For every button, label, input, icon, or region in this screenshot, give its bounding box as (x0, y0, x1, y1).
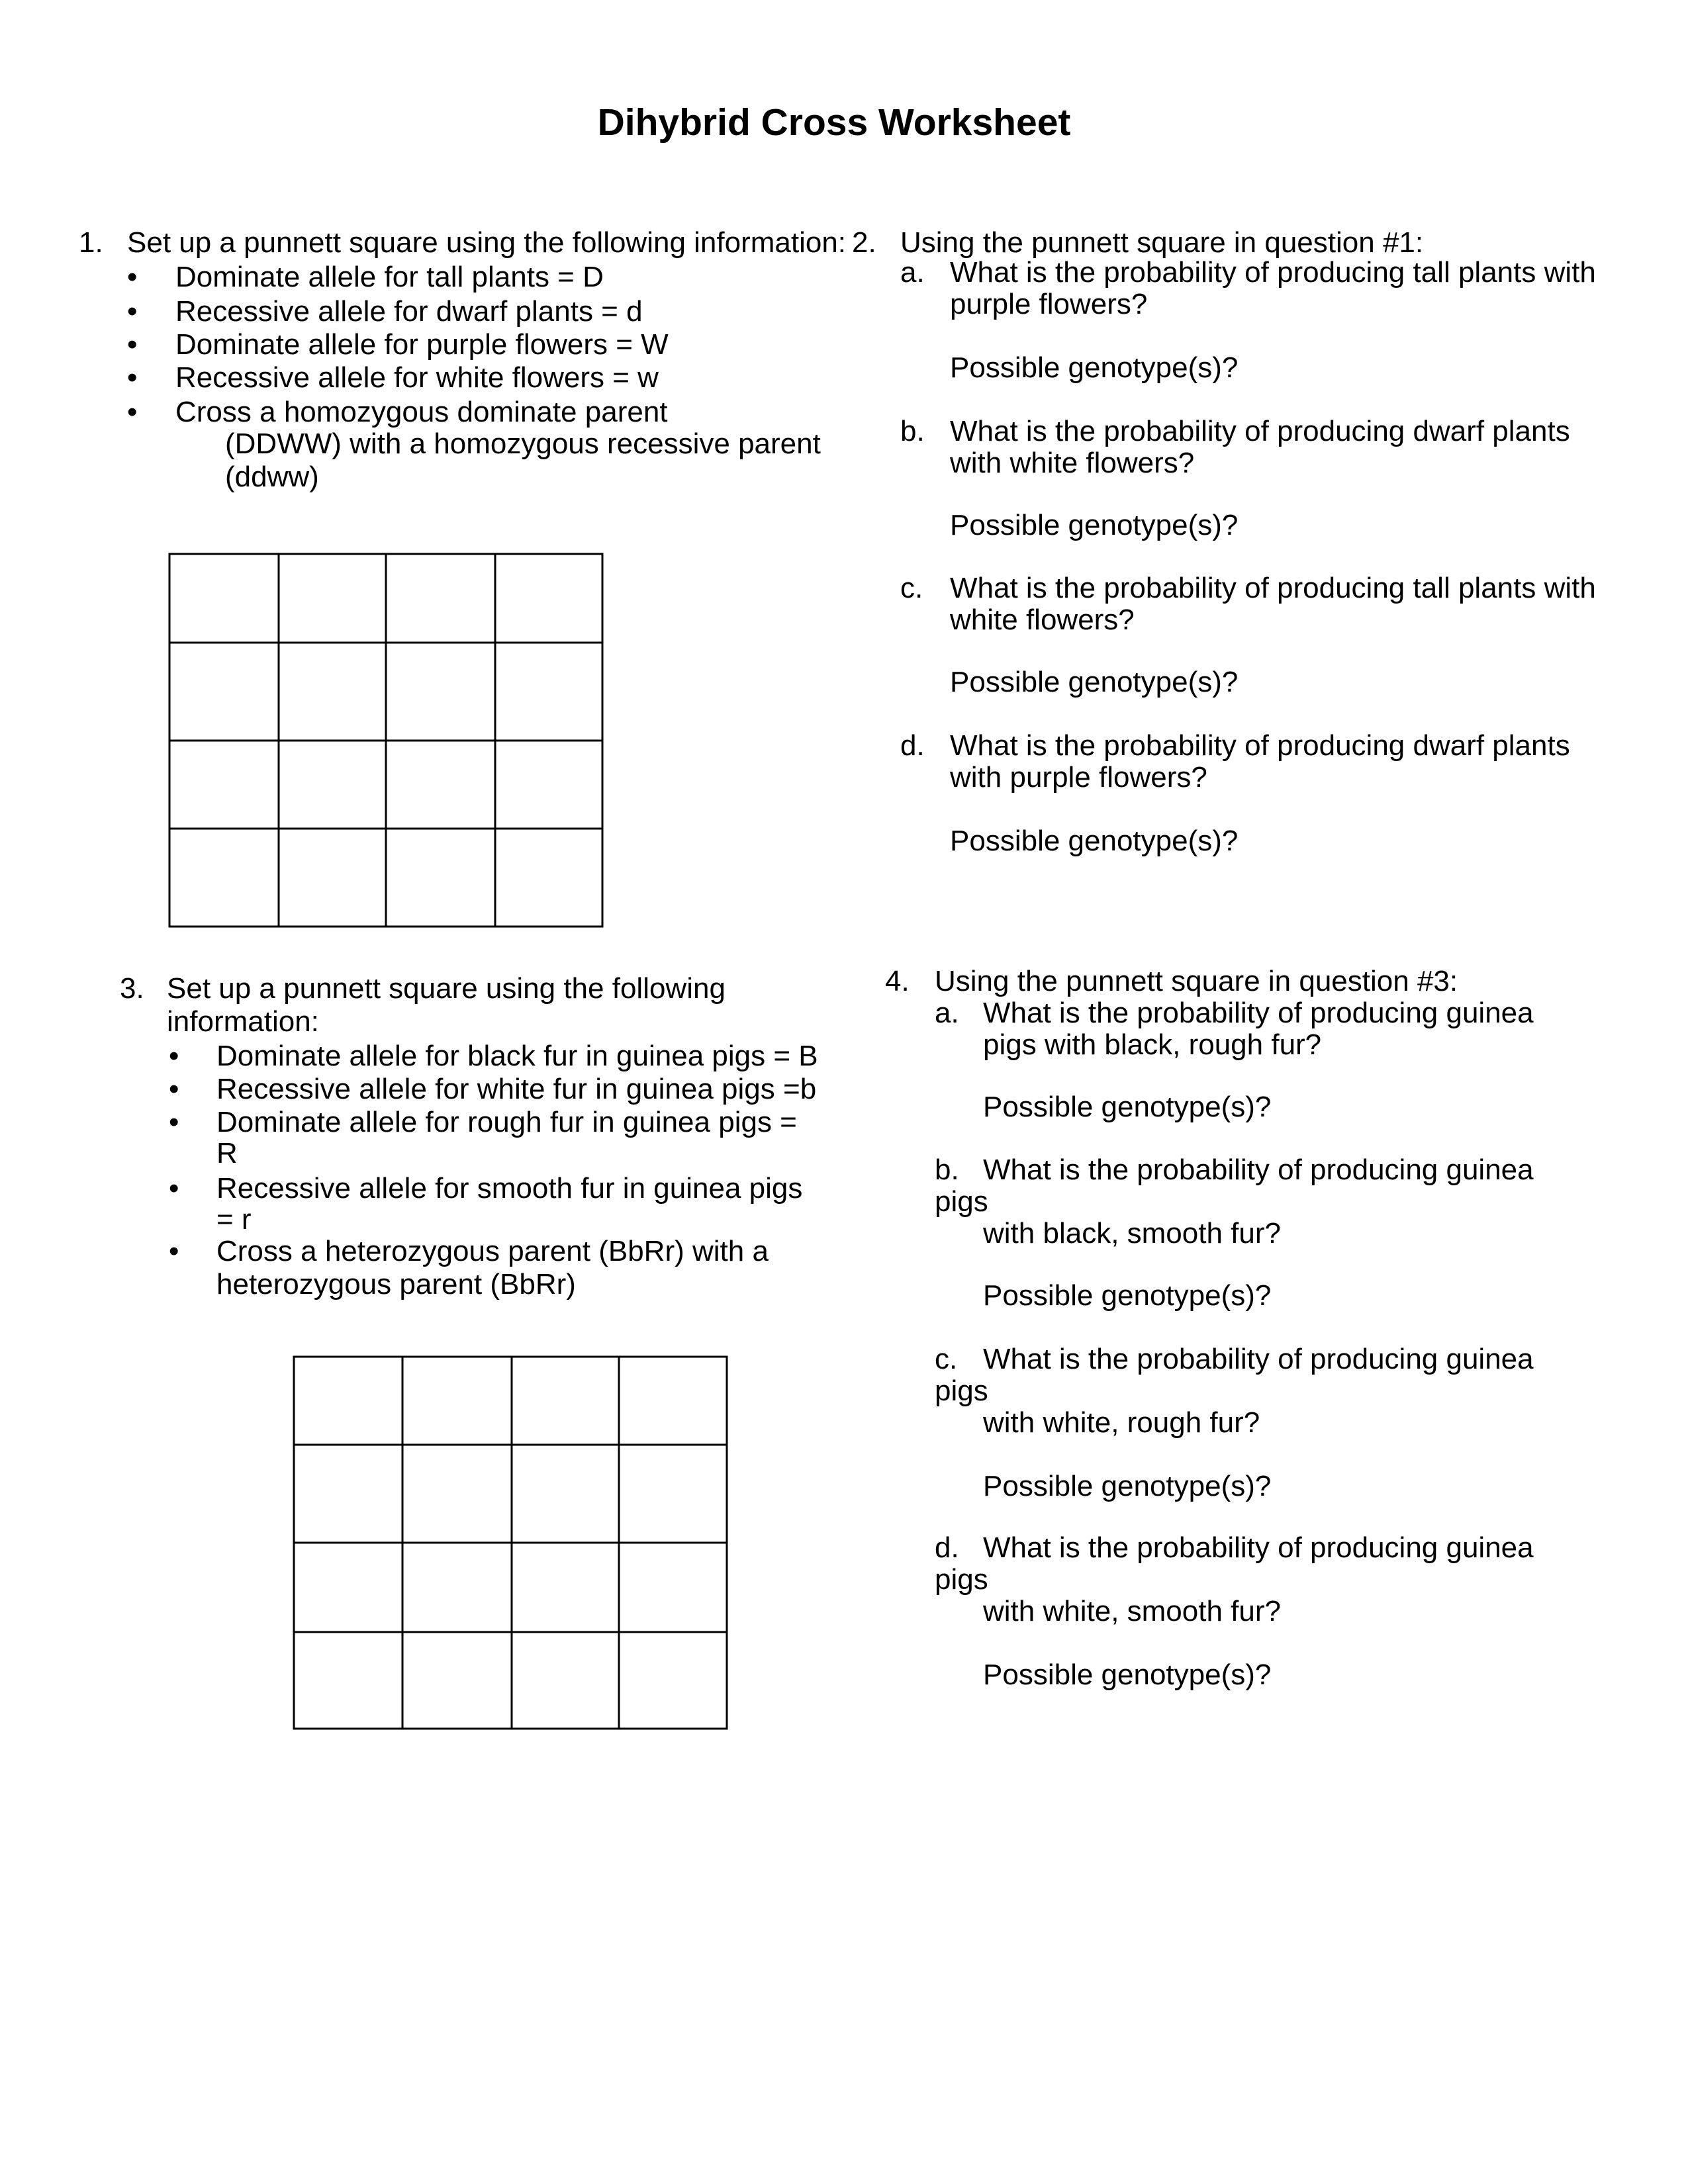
genotype-prompt: Possible genotype(s)? (983, 1659, 1272, 1691)
question-prompt: Set up a punnett square using the following (167, 972, 726, 1005)
bullet: • (169, 1172, 179, 1205)
question-prompt: Using the punnett square in question #1: (900, 226, 1424, 259)
genotype-prompt: Possible genotype(s)? (950, 666, 1239, 698)
list-item: Cross a heterozygous parent (BbRr) with a (216, 1235, 769, 1267)
genotype-prompt: Possible genotype(s)? (983, 1279, 1272, 1312)
list-item: Cross a homozygous dominate parent (175, 396, 668, 428)
list-item: Recessive allele for white flowers = w (175, 361, 659, 394)
list-item: Dominate allele for purple flowers = W (175, 328, 669, 361)
part-text: white flowers? (950, 604, 1135, 636)
genotype-prompt: Possible genotype(s)? (950, 825, 1239, 857)
list-item: Recessive allele for dwarf plants = d (175, 295, 643, 328)
part-letter: b. (900, 415, 925, 447)
list-item-continuation: (DDWW) with a homozygous recessive parent (225, 428, 821, 460)
genotype-prompt: Possible genotype(s)? (983, 1091, 1272, 1123)
genotype-prompt: Possible genotype(s)? (983, 1470, 1272, 1502)
question-prompt: information: (167, 1005, 319, 1038)
list-item: Dominate allele for tall plants = D (175, 261, 604, 293)
list-item: heterozygous parent (BbRr) (216, 1268, 576, 1300)
list-item-continuation: (ddww) (225, 461, 319, 493)
bullet: • (127, 396, 138, 428)
part-text: pigs with black, rough fur? (983, 1028, 1322, 1061)
bullet: • (127, 261, 138, 293)
question-number: 2. (852, 226, 876, 259)
bullet: • (169, 1073, 179, 1105)
punnett-square-2[interactable] (291, 1354, 729, 1732)
part-text: pigs (935, 1185, 988, 1218)
part-text: What is the probability of producing tall plants with (950, 572, 1596, 604)
part-text: What is the probability of producing guinea (983, 997, 1534, 1029)
bullet: • (127, 295, 138, 328)
genotype-prompt: Possible genotype(s)? (950, 509, 1239, 541)
part-letter: a. (935, 997, 959, 1029)
part-letter: a. (900, 256, 925, 289)
part-letter: c. (900, 572, 923, 604)
part-text: What is the probability of producing tall plants with (950, 256, 1596, 289)
list-item: Recessive allele for smooth fur in guinea pigs (216, 1172, 803, 1205)
bullet: • (169, 1235, 179, 1267)
part-text: What is the probability of producing dwarf plants (950, 415, 1570, 447)
bullet: • (169, 1106, 179, 1138)
part-text: pigs (935, 1563, 988, 1596)
part-letter: c. (935, 1343, 958, 1375)
question-number: 1. (79, 226, 103, 259)
list-item: Dominate allele for black fur in guinea pigs = B (216, 1040, 818, 1072)
list-item: Dominate allele for rough fur in guinea pigs = (216, 1106, 797, 1138)
part-letter: d. (935, 1531, 959, 1564)
part-text: What is the probability of producing guinea (983, 1343, 1534, 1375)
question-prompt: Set up a punnett square using the following information: (127, 226, 847, 259)
bullet: • (169, 1040, 179, 1072)
part-text: pigs (935, 1375, 988, 1407)
question-prompt: Using the punnett square in question #3: (935, 965, 1458, 997)
part-letter: d. (900, 729, 925, 762)
part-text: with black, smooth fur? (983, 1217, 1281, 1250)
part-text: with white flowers? (950, 447, 1195, 479)
part-text: with purple flowers? (950, 761, 1207, 794)
genotype-prompt: Possible genotype(s)? (950, 351, 1239, 384)
list-item: Recessive allele for white fur in guinea pigs =b (216, 1073, 817, 1105)
list-item: = r (216, 1203, 252, 1236)
bullet: • (127, 328, 138, 361)
part-text: with white, rough fur? (983, 1406, 1260, 1439)
question-number: 3. (120, 972, 144, 1005)
part-text: with white, smooth fur? (983, 1595, 1281, 1627)
part-text: purple flowers? (950, 288, 1148, 320)
part-text: What is the probability of producing guinea (983, 1531, 1534, 1564)
part-letter: b. (935, 1154, 959, 1186)
part-text: What is the probability of producing dwarf plants (950, 729, 1570, 762)
bullet: • (127, 361, 138, 394)
worksheet-title: Dihybrid Cross Worksheet (597, 101, 1071, 144)
part-text: What is the probability of producing guinea (983, 1154, 1534, 1186)
punnett-square-1[interactable] (167, 551, 605, 930)
list-item: R (216, 1137, 238, 1169)
question-number: 4. (885, 965, 910, 997)
